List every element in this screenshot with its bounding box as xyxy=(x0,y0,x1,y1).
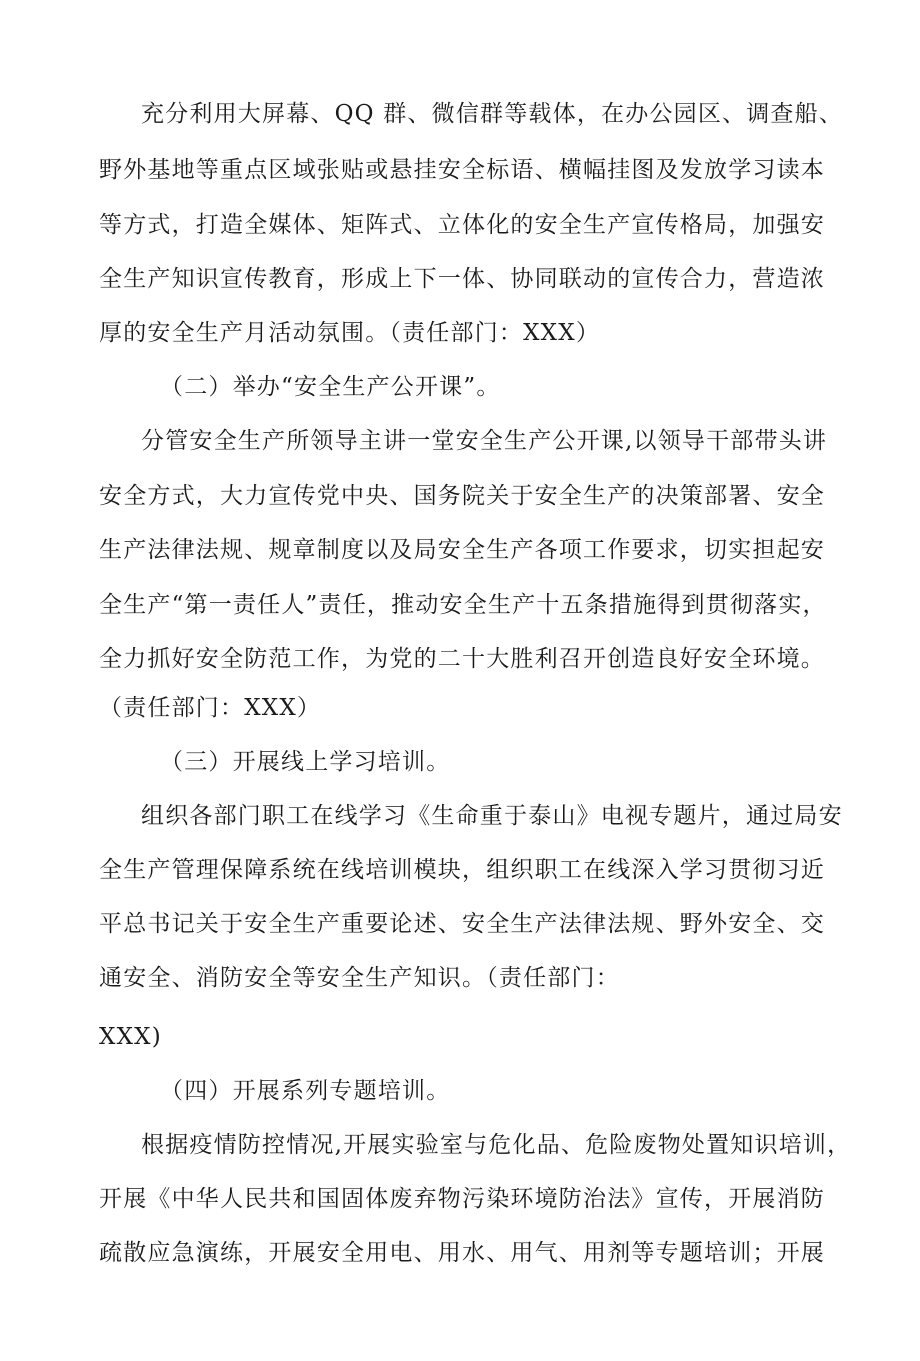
paragraph-line: 疏散应急演练，开展安全用电、用水、用气、用剂等专题培训；开展 xyxy=(99,1240,825,1266)
paragraph-line: 通安全、消防安全等安全生产知识。（责任部门： xyxy=(99,965,620,991)
section-heading: （四）开展系列专题培训。 xyxy=(160,1078,451,1104)
paragraph-line: 安全方式，大力宣传党中央、国务院关于安全生产的决策部署、安全 xyxy=(99,483,825,509)
paragraph-line: （责任部门：XXX） xyxy=(99,695,322,721)
paragraph-line: 分管安全生产所领导主讲一堂安全生产公开课,以领导干部带头讲 xyxy=(141,428,828,454)
paragraph-line: 厚的安全生产月活动氛围。（责任部门：XXX） xyxy=(99,320,601,346)
paragraph-line: 开展《中华人民共和国固体废弃物污染环境防治法》宣传，开展消防 xyxy=(99,1186,825,1212)
paragraph-line: 全生产“第一责任人”责任，推动安全生产十五条措施得到贯彻落实， xyxy=(99,592,827,618)
paragraph-line: 平总书记关于安全生产重要论述、安全生产法律法规、野外安全、交 xyxy=(99,911,825,937)
section-heading: （三）开展线上学习培训。 xyxy=(160,749,451,775)
paragraph-line: 全生产知识宣传教育，形成上下一体、协同联动的宣传合力，营造浓 xyxy=(99,266,825,292)
paragraph-line: XXX) xyxy=(99,1024,162,1050)
section-heading: （二）举办“安全生产公开课”。 xyxy=(160,374,501,400)
paragraph-line: 充分利用大屏幕、QQ 群、微信群等载体，在办公园区、调查船、 xyxy=(141,101,844,127)
paragraph-line: 根据疫情防控情况,开展实验室与危化品、危险废物处置知识培训， xyxy=(141,1132,852,1158)
paragraph-line: 野外基地等重点区域张贴或悬挂安全标语、横幅挂图及发放学习读本 xyxy=(99,157,825,183)
paragraph-line: 生产法律法规、规章制度以及局安全生产各项工作要求，切实担起安 xyxy=(99,537,825,563)
paragraph-line: 全力抓好安全防范工作，为党的二十大胜利召开创造良好安全环境。 xyxy=(99,646,825,672)
paragraph-line: 等方式，打造全媒体、矩阵式、立体化的安全生产宣传格局，加强安 xyxy=(99,212,825,238)
paragraph-line: 全生产管理保障系统在线培训模块，组织职工在线深入学习贯彻习近 xyxy=(99,857,825,883)
paragraph-line: 组织各部门职工在线学习《生命重于泰山》电视专题片，通过局安 xyxy=(141,803,843,829)
